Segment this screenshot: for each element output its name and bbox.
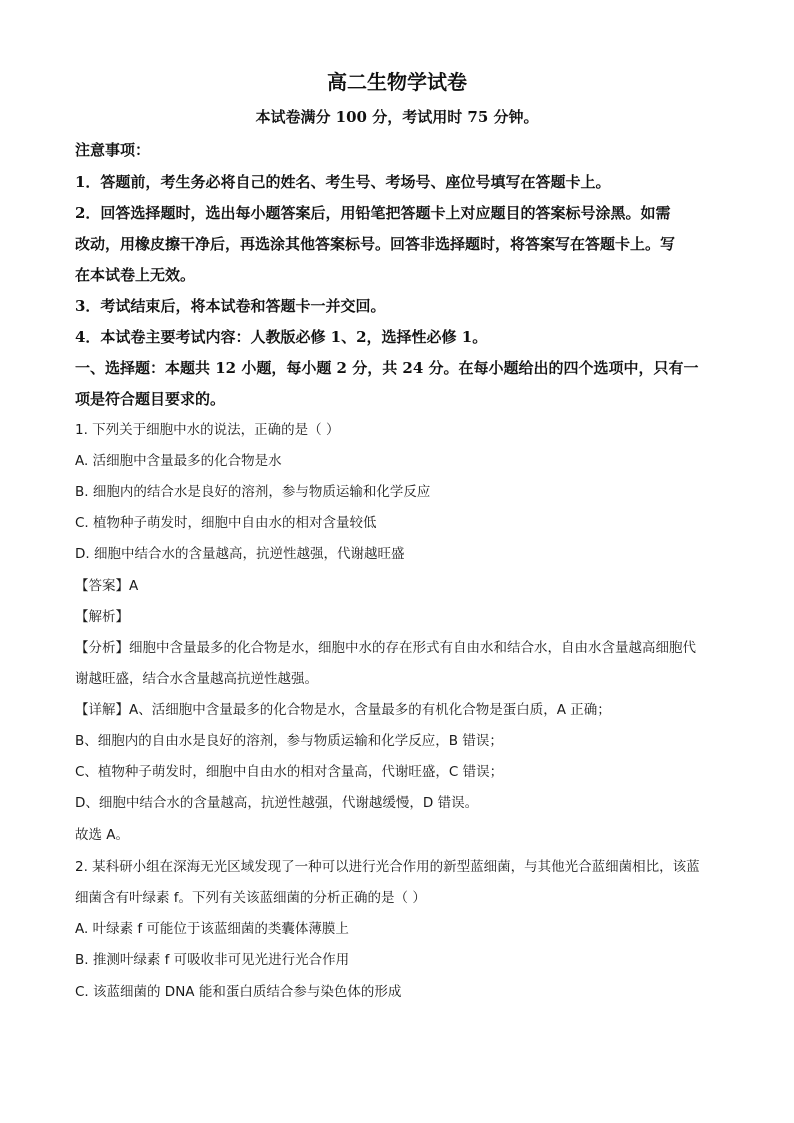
notice-item-1: 1．答题前，考生务必将自己的姓名、考生号、考场号、座位号填写在答题卡上。 bbox=[75, 173, 611, 191]
q1-fenxi-line-1: 【分析】细胞中含量最多的化合物是水，细胞中水的存在形式有自由水和结合水，自由水含量越高细胞代 bbox=[75, 640, 696, 656]
section-heading-line-2: 项是符合题目要求的。 bbox=[75, 390, 226, 408]
q1-option-d: D. 细胞中结合水的含量越高，抗逆性越强，代谢越旺盛 bbox=[75, 546, 405, 562]
q1-detail-line-4: D、细胞中结合水的含量越高，抗逆性越强，代谢越缓慢，D 错误。 bbox=[75, 795, 479, 811]
q2-option-c: C. 该蓝细菌的 DNA 能和蛋白质结合参与染色体的形成 bbox=[75, 984, 402, 1000]
notice-item-2-line-2: 改动，用橡皮擦干净后，再选涂其他答案标号。回答非选择题时，将答案写在答题卡上。写 bbox=[75, 235, 676, 253]
q1-detail-line-3: C、植物种子萌发时，细胞中自由水的相对含量高，代谢旺盛，C 错误； bbox=[75, 764, 504, 780]
q1-detail-line-2: B、细胞内的自由水是良好的溶剂，参与物质运输和化学反应，B 错误； bbox=[75, 733, 503, 749]
section-heading-line-1: 一、选择题：本题共 12 小题，每小题 2 分，共 24 分。在每小题给出的四个选项中，只有一 bbox=[75, 359, 699, 377]
notice-item-2-line-3: 在本试卷上无效。 bbox=[75, 266, 196, 284]
q1-option-a: A. 活细胞中含量最多的化合物是水 bbox=[75, 453, 282, 469]
q1-fenxi-line-2: 谢越旺盛，结合水含量越高抗逆性越强。 bbox=[75, 671, 318, 687]
q1-detail-line-1: 【详解】A、活细胞中含量最多的化合物是水，含量最多的有机化合物是蛋白质，A 正确； bbox=[75, 702, 611, 718]
q1-answer: 【答案】A bbox=[75, 578, 139, 594]
notice-item-4: 4．本试卷主要考试内容：人教版必修 1、2，选择性必修 1。 bbox=[75, 328, 488, 346]
q1-option-b: B. 细胞内的结合水是良好的溶剂，参与物质运输和化学反应 bbox=[75, 484, 431, 500]
q2-option-a: A. 叶绿素 f 可能位于该蓝细菌的类囊体薄膜上 bbox=[75, 921, 349, 937]
q1-option-c: C. 植物种子萌发时，细胞中自由水的相对含量较低 bbox=[75, 515, 377, 531]
q1-stem: 1. 下列关于细胞中水的说法，正确的是（ ） bbox=[75, 422, 340, 438]
page-title: 高二生物学试卷 bbox=[327, 70, 467, 94]
q2-option-b: B. 推测叶绿素 f 可吸收非可见光进行光合作用 bbox=[75, 952, 350, 968]
q2-stem-line-2: 细菌含有叶绿素 f。下列有关该蓝细菌的分析正确的是（ ） bbox=[75, 890, 426, 906]
q1-conclusion: 故选 A。 bbox=[75, 827, 130, 843]
exam-info: 本试卷满分 100 分，考试用时 75 分钟。 bbox=[255, 108, 539, 126]
q2-stem-line-1: 2. 某科研小组在深海无光区域发现了一种可以进行光合作用的新型蓝细菌，与其他光合蓝细菌相比，该蓝 bbox=[75, 859, 700, 875]
notice-item-3: 3．考试结束后，将本试卷和答题卡一并交回。 bbox=[75, 297, 386, 315]
notice-item-2-line-1: 2．回答选择题时，选出每小题答案后，用铅笔把答题卡上对应题目的答案标号涂黑。如需 bbox=[75, 204, 671, 222]
notice-heading: 注意事项： bbox=[75, 141, 151, 159]
q1-analysis-heading: 【解析】 bbox=[75, 609, 129, 625]
